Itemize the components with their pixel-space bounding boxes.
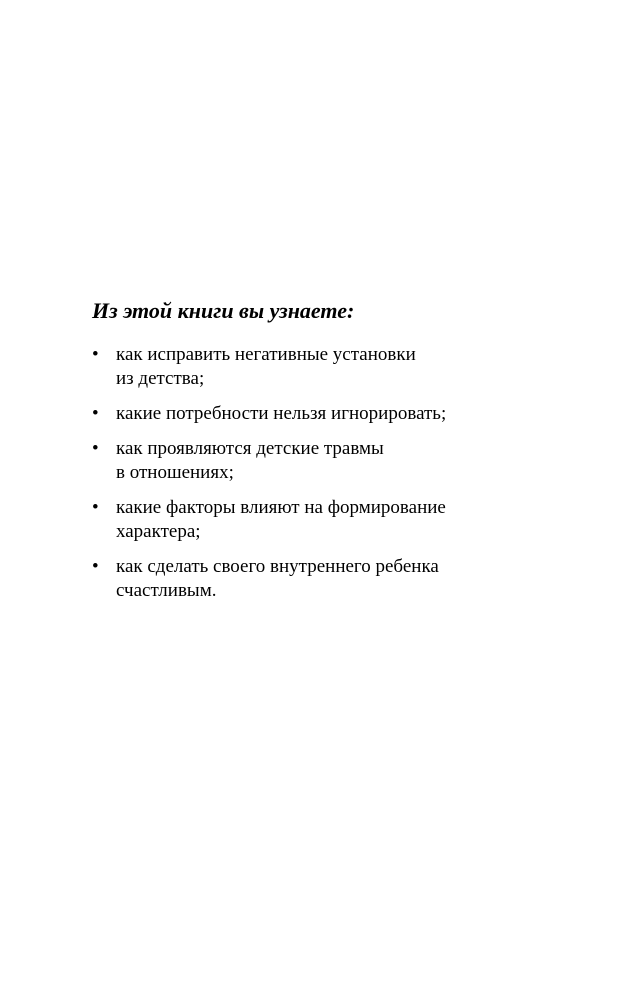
bullet-icon: •	[92, 344, 99, 365]
bullet-icon: •	[92, 438, 99, 459]
list-item-line: счастливым.	[116, 580, 217, 601]
list-item-line: как исправить негативные установки	[116, 344, 416, 365]
bullet-icon: •	[92, 403, 99, 424]
list-item-line: какие факторы влияют на формирование	[116, 497, 446, 518]
list-item	[92, 343, 532, 391]
benefits-list	[92, 343, 532, 603]
list-item-line: как проявляются детские травмы	[116, 438, 384, 459]
list-item-line: характера;	[116, 521, 201, 542]
book-content-block	[92, 296, 532, 614]
list-item-line: как сделать своего внутреннего ребенка	[116, 556, 439, 577]
bullet-icon: •	[92, 556, 99, 577]
list-item	[92, 402, 532, 426]
list-item	[92, 555, 532, 603]
section-heading: Из этой книги вы узнаете:	[92, 298, 355, 323]
list-item-line: в отношениях;	[116, 462, 234, 483]
list-item	[92, 437, 532, 485]
list-item-line: какие потребности нельзя игнорировать;	[116, 403, 447, 424]
list-item-line: из детства;	[116, 368, 205, 389]
bullet-icon: •	[92, 497, 99, 518]
list-item	[92, 496, 532, 544]
